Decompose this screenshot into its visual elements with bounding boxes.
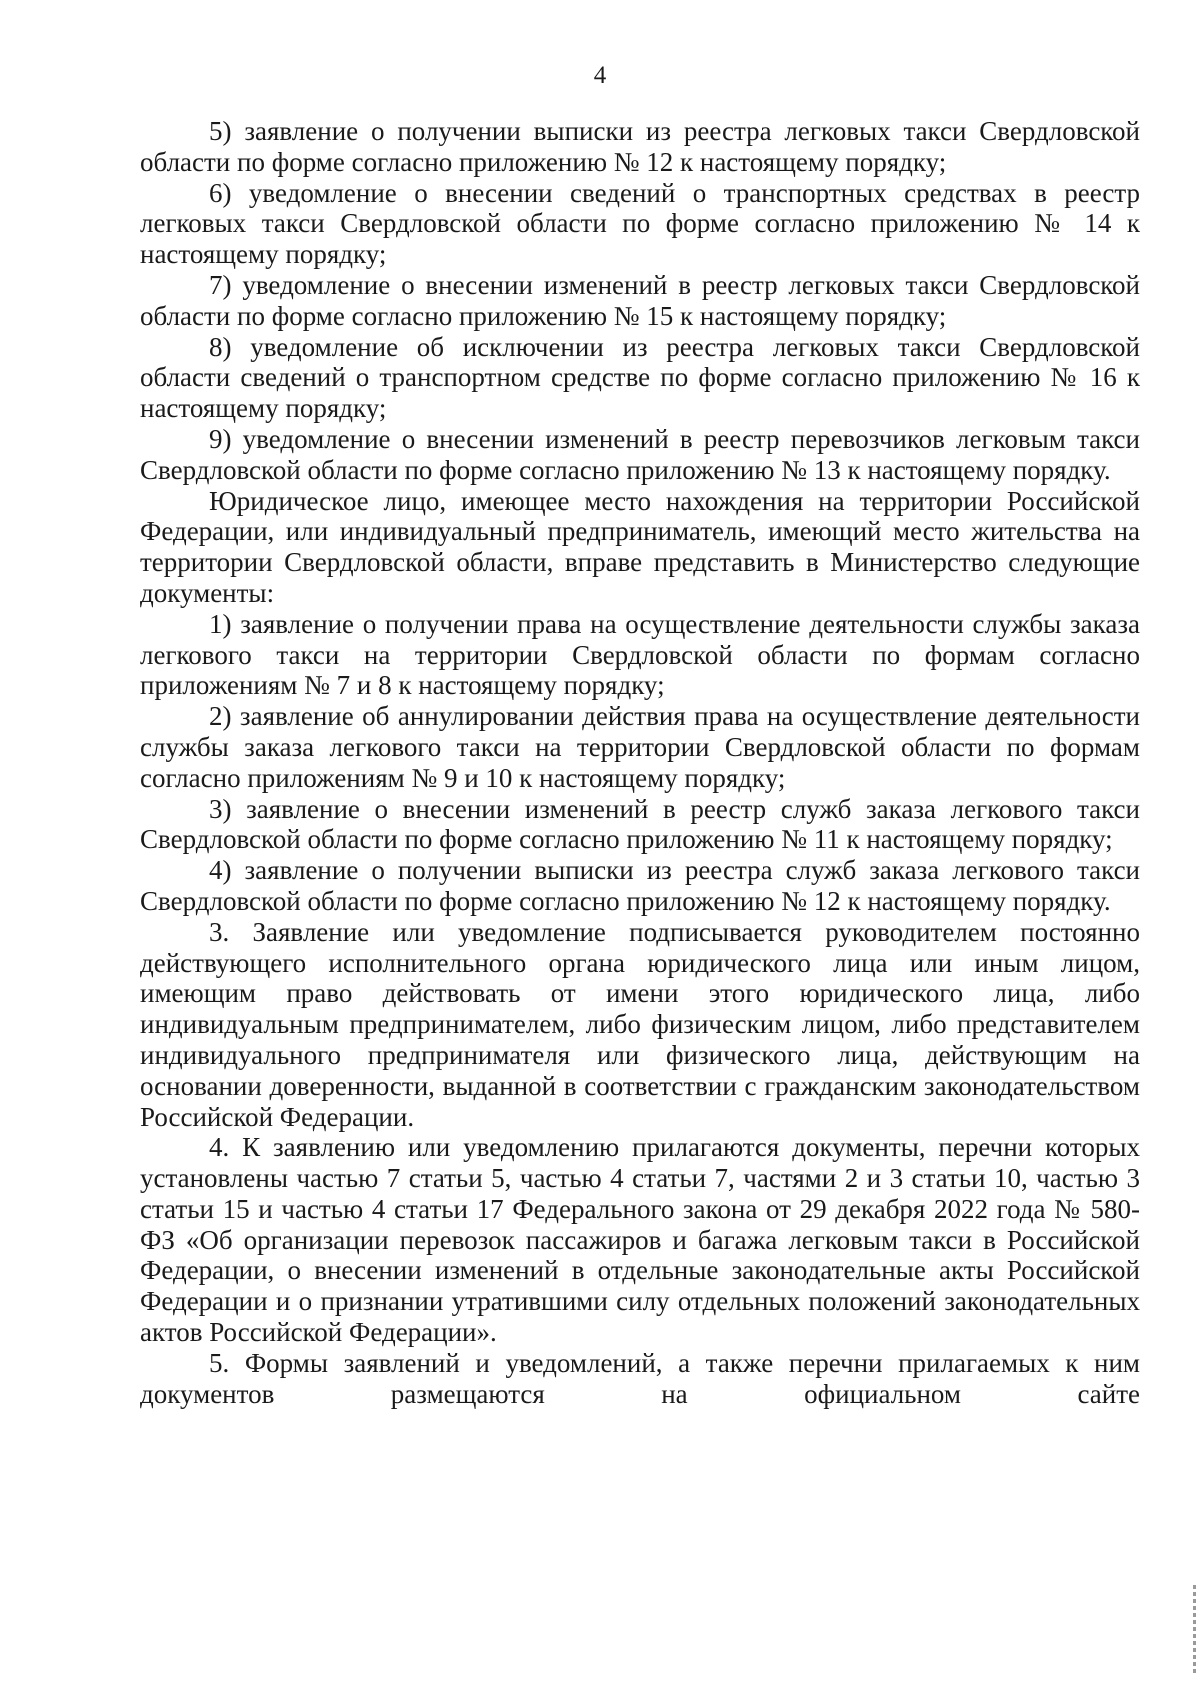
list-item-8-exclusion-notice: 8) уведомление об исключении из реестра легковых такси Свердловской области сведений о транспортном средстве по форме согласно приложению № 16 к настоящему порядку; xyxy=(140,331,1140,424)
list-item-5-extract-application: 5) заявление о получении выписки из реестра легковых такси Свердловской области по форме согласно приложению № 12 к настоящему порядку; xyxy=(140,116,1140,177)
list-item-1-right-application: 1) заявление о получении права на осуществление деятельности службы заказа легкового такси на территории Свердловской области по формам согласно приложениям № 7 и 8 к настоящему порядку; xyxy=(140,608,1140,701)
list-item-3-service-register-change: 3) заявление о внесении изменений в реестр служб заказа легкового такси Свердловской области по форме согласно приложению № 11 к настоящему порядку; xyxy=(140,793,1140,855)
legal-entity-paragraph: Юридическое лицо, имеющее место нахождения на территории Российской Федерации, или индивидуальный предприниматель, имеющий место жительства на территории Свердловской области, вправе представить в Министерство следующие документы: xyxy=(140,485,1140,608)
list-item-7-register-change-notice: 7) уведомление о внесении изменений в реестр легковых такси Свердловской области по форме согласно приложению № 15 к настоящему порядку; xyxy=(140,269,1140,331)
list-item-6-vehicle-info-notice: 6) уведомление о внесении сведений о транспортных средствах в реестр легковых такси Свердловской области по форме согласно приложению № 14 к настоящему порядку; xyxy=(140,177,1140,270)
section-4-documents-paragraph: 4. К заявлению или уведомлению прилагаются документы, перечни которых установлены частью 7 статьи 5, частью 4 статьи 7, частями 2 и 3 статьи 10, частью 3 статьи 15 и частью 4 статьи 17 Федерального закона от 29 декабря 2022 года № 580-ФЗ «Об организации перевозок пассажиров и багажа легковым такси в Российской Федерации, о внесении изменений в отдельные законодательные акты Российской Федерации и о признании утратившими силу отдельных положений законодательных актов Российской Федерации». xyxy=(140,1132,1140,1348)
list-item-9-carrier-register-notice: 9) уведомление о внесении изменений в реестр перевозчиков легковым такси Свердловской области по форме согласно приложению № 13 к настоящему порядку. xyxy=(140,423,1140,485)
list-item-4-service-extract: 4) заявление о получении выписки из реестра служб заказа легкового такси Свердловской области по форме согласно приложению № 12 к настоящему порядку. xyxy=(140,855,1140,916)
section-5-forms-paragraph: 5. Формы заявлений и уведомлений, а также перечни прилагаемых к ним документов размещаются на официальном сайте xyxy=(140,1347,1140,1409)
section-3-signature-paragraph: 3. Заявление или уведомление подписывается руководителем постоянно действующего исполнительного органа юридического лица или иным лицом, имеющим право действовать от имени этого юридического лица, либо индивидуальным предпринимателем, либо физическим лицом, либо представителем индивидуального предпринимателя или физического лица, действующим на основании доверенности, выданной в соответствии с гражданским законодательством Российской Федерации. xyxy=(140,916,1140,1132)
document-body xyxy=(140,116,1140,1409)
scan-edge-marks xyxy=(1193,1585,1196,1675)
page-number: 4 xyxy=(593,62,607,89)
list-item-2-annulment-application: 2) заявление об аннулировании действия права на осуществление деятельности службы заказа легкового такси на территории Свердловской области по формам согласно приложениям № 9 и 10 к настоящему порядку; xyxy=(140,701,1140,793)
